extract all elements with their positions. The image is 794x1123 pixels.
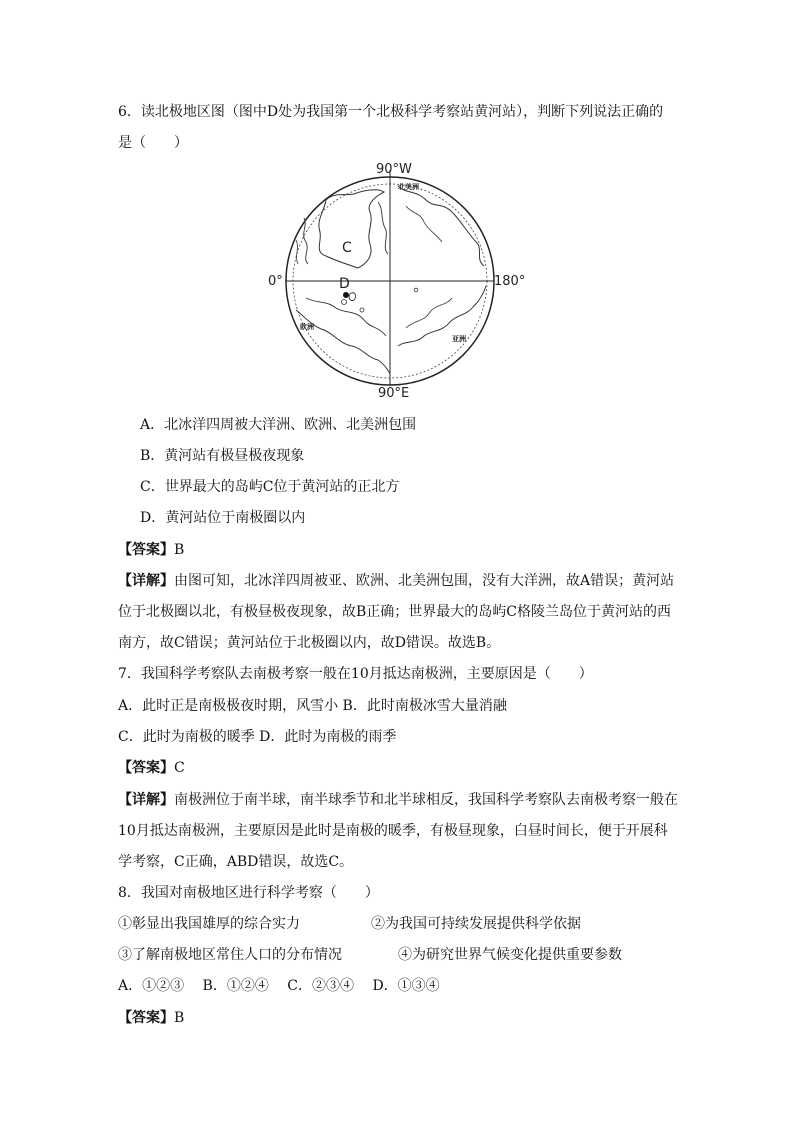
q7-detail-line1 xyxy=(118,791,678,809)
q8-answer xyxy=(118,1009,184,1027)
q8-item-3: ③了解南极地区常住人口的分布情况 xyxy=(118,947,342,963)
q6-detail-text1: 由图可知，北冰洋四周被亚、欧洲、北美洲包围，没有大洋洲，故A错误；黄河站 xyxy=(174,573,675,589)
map-label-north-america: 北美洲 xyxy=(398,183,419,191)
map-label-asia: 亚洲 xyxy=(452,335,466,343)
q8-item-1: ①彰显出我国雄厚的综合实力 xyxy=(118,916,300,932)
map-label-90w: 90°W xyxy=(376,162,412,177)
q6-detail-line2: 位于北极圈以北，有极昼极夜现象，故B正确；世界最大的岛屿C格陵兰岛位于黄河站的西 xyxy=(118,604,671,620)
q6-answer-tag: 【答案】 xyxy=(118,542,174,558)
q7-answer-tag: 【答案】 xyxy=(118,760,174,776)
q6-stem-line2: 是（ ） xyxy=(118,135,188,151)
map-label-europe: 欧洲 xyxy=(300,323,314,331)
map-label-90e: 90°E xyxy=(378,386,410,401)
q7-detail-line2: 10月抵达南极洲，主要原因是此时是南极的暖季，有极昼现象，白昼时间长，便于开展科 xyxy=(118,823,668,839)
q7-detail-tag: 【详解】 xyxy=(118,792,174,808)
q6-answer-value: B xyxy=(174,542,185,558)
map-label-180: 180° xyxy=(494,274,526,289)
q8-item-2: ②为我国可持续发展提供科学依据 xyxy=(371,916,581,932)
map-label-0: 0° xyxy=(268,274,283,289)
q7-detail-text1: 南极洲位于南半球，南半球季节和北半球相反，我国科学考察队去南极考察一般在 xyxy=(174,792,678,808)
q6-option-c: C．世界最大的岛屿C位于黄河站的正北方 xyxy=(140,479,400,495)
q7-detail-line3: 学考察，C正确，ABD错误，故选C。 xyxy=(118,854,354,870)
map-label-c: C xyxy=(342,240,352,256)
arctic-map xyxy=(266,160,526,401)
q8-choices: A．①②③ B．①②④ C．②③④ D．①③④ xyxy=(118,978,440,994)
q7-options-line2: C．此时为南极的暖季 D．此时为南极的雨季 xyxy=(118,729,397,745)
map-label-d: D xyxy=(339,276,350,292)
q6-detail-line1 xyxy=(118,572,674,590)
q8-stem: 8．我国对南极地区进行科学考察（ ） xyxy=(118,885,379,901)
q7-answer-value: C xyxy=(174,760,185,776)
q6-answer xyxy=(118,541,184,559)
q8-answer-value: B xyxy=(174,1010,185,1026)
q6-detail-tag: 【详解】 xyxy=(118,573,174,589)
q7-stem: 7．我国科学考察队去南极考察一般在10月抵达南极洲，主要原因是（ ） xyxy=(118,666,593,682)
q6-detail-line3: 南方，故C错误；黄河站位于北极圈以内，故D错误。故选B。 xyxy=(118,635,501,651)
arctic-map-drawing xyxy=(266,160,526,390)
q7-answer xyxy=(118,759,185,777)
q8-answer-tag: 【答案】 xyxy=(118,1010,174,1026)
q7-options-line1: A．此时正是南极极夜时期，风雪小 B．此时南极冰雪大量消融 xyxy=(118,698,507,714)
q6-option-a: A．北冰洋四周被大洋洲、欧洲、北美洲包围 xyxy=(140,417,417,433)
q6-option-d: D．黄河站位于南极圈以内 xyxy=(140,510,306,526)
q6-option-b: B．黄河站有极昼极夜现象 xyxy=(140,448,305,464)
q6-stem-line1: 6．读北极地区图（图中D处为我国第一个北极科学考察站黄河站），判断下列说法正确的 xyxy=(118,104,664,120)
q8-item-4: ④为研究世界气候变化提供重要参数 xyxy=(398,947,622,963)
